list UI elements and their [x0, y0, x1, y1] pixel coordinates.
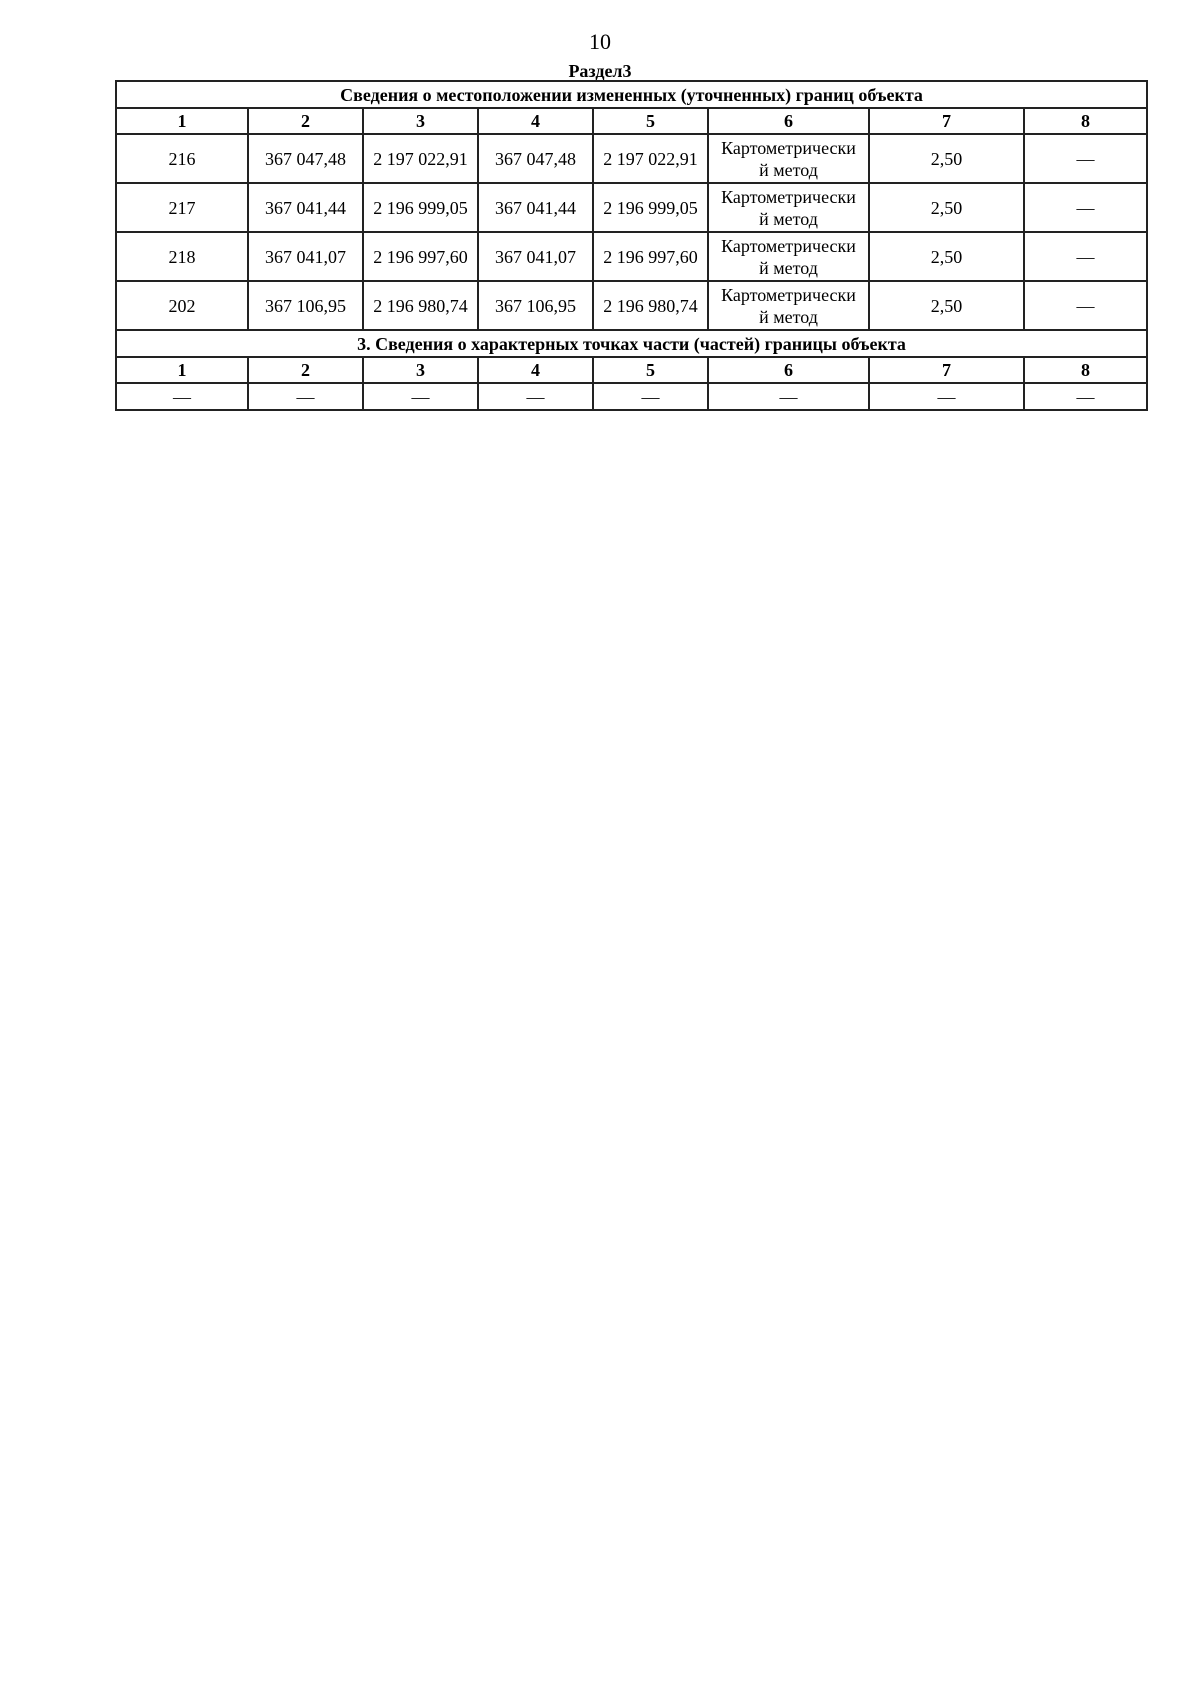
- method-cell: [708, 183, 869, 232]
- point-number: 216: [116, 134, 248, 183]
- accuracy-value: 2,50: [869, 232, 1024, 281]
- coordinate-x-existing: 367 047,48: [248, 134, 363, 183]
- column-number: 7: [869, 357, 1024, 383]
- column-number: 8: [1024, 357, 1147, 383]
- table-row: [116, 183, 1147, 232]
- table-row: [116, 383, 1147, 410]
- method-line-1: Картометрически: [721, 284, 856, 305]
- accuracy-value: 2,50: [869, 134, 1024, 183]
- table2-column-numbers: [116, 357, 1147, 383]
- empty-cell: —: [248, 383, 363, 410]
- column-number: 8: [1024, 108, 1147, 134]
- column-number: 5: [593, 357, 708, 383]
- method-line-2: й метод: [759, 159, 818, 180]
- coordinate-y-new: 2 196 999,05: [593, 183, 708, 232]
- table-row: [116, 281, 1147, 330]
- empty-cell: —: [363, 383, 478, 410]
- method-line-2: й метод: [759, 257, 818, 278]
- column-number: 4: [478, 108, 593, 134]
- description-value: —: [1024, 183, 1147, 232]
- point-number: 217: [116, 183, 248, 232]
- coordinate-x-existing: 367 106,95: [248, 281, 363, 330]
- table-row: [116, 232, 1147, 281]
- coordinate-x-new: 367 041,44: [478, 183, 593, 232]
- empty-cell: —: [869, 383, 1024, 410]
- coordinate-x-existing: 367 041,44: [248, 183, 363, 232]
- accuracy-value: 2,50: [869, 183, 1024, 232]
- coordinate-x-existing: 367 041,07: [248, 232, 363, 281]
- page-number: 10: [589, 29, 611, 54]
- table1-title-row: [116, 81, 1147, 108]
- coordinate-y-existing: 2 196 980,74: [363, 281, 478, 330]
- point-number: 218: [116, 232, 248, 281]
- method-cell: [708, 281, 869, 330]
- column-number: 2: [248, 108, 363, 134]
- column-number: 2: [248, 357, 363, 383]
- coordinate-y-new: 2 196 997,60: [593, 232, 708, 281]
- table1-title: Сведения о местоположении измененных (уточненных) границ объекта: [116, 81, 1147, 108]
- coordinate-y-existing: 2 196 999,05: [363, 183, 478, 232]
- method-cell: [708, 134, 869, 183]
- method-cell: [708, 232, 869, 281]
- description-value: —: [1024, 134, 1147, 183]
- coordinate-x-new: 367 047,48: [478, 134, 593, 183]
- method-line-1: Картометрически: [721, 235, 856, 256]
- column-number: 5: [593, 108, 708, 134]
- column-number: 6: [708, 357, 869, 383]
- coordinate-y-new: 2 197 022,91: [593, 134, 708, 183]
- accuracy-value: 2,50: [869, 281, 1024, 330]
- empty-cell: —: [1024, 383, 1147, 410]
- coordinate-y-existing: 2 196 997,60: [363, 232, 478, 281]
- empty-cell: —: [708, 383, 869, 410]
- method-line-1: Картометрически: [721, 137, 856, 158]
- table-row: [116, 134, 1147, 183]
- coordinate-y-existing: 2 197 022,91: [363, 134, 478, 183]
- empty-cell: —: [593, 383, 708, 410]
- empty-cell: —: [116, 383, 248, 410]
- section-title: Раздел3: [568, 61, 632, 81]
- column-number: 3: [363, 357, 478, 383]
- table2-title-row: [116, 330, 1147, 357]
- column-number: 3: [363, 108, 478, 134]
- description-value: —: [1024, 281, 1147, 330]
- method-line-2: й метод: [759, 306, 818, 327]
- boundary-table: [115, 80, 1148, 411]
- description-value: —: [1024, 232, 1147, 281]
- point-number: 202: [116, 281, 248, 330]
- column-number: 1: [116, 357, 248, 383]
- method-line-1: Картометрически: [721, 186, 856, 207]
- empty-cell: —: [478, 383, 593, 410]
- coordinate-x-new: 367 106,95: [478, 281, 593, 330]
- column-number: 7: [869, 108, 1024, 134]
- method-line-2: й метод: [759, 208, 818, 229]
- table1-column-numbers: [116, 108, 1147, 134]
- column-number: 1: [116, 108, 248, 134]
- column-number: 6: [708, 108, 869, 134]
- coordinate-x-new: 367 041,07: [478, 232, 593, 281]
- table2-title: 3. Сведения о характерных точках части (частей) границы объекта: [116, 330, 1147, 357]
- column-number: 4: [478, 357, 593, 383]
- coordinate-y-new: 2 196 980,74: [593, 281, 708, 330]
